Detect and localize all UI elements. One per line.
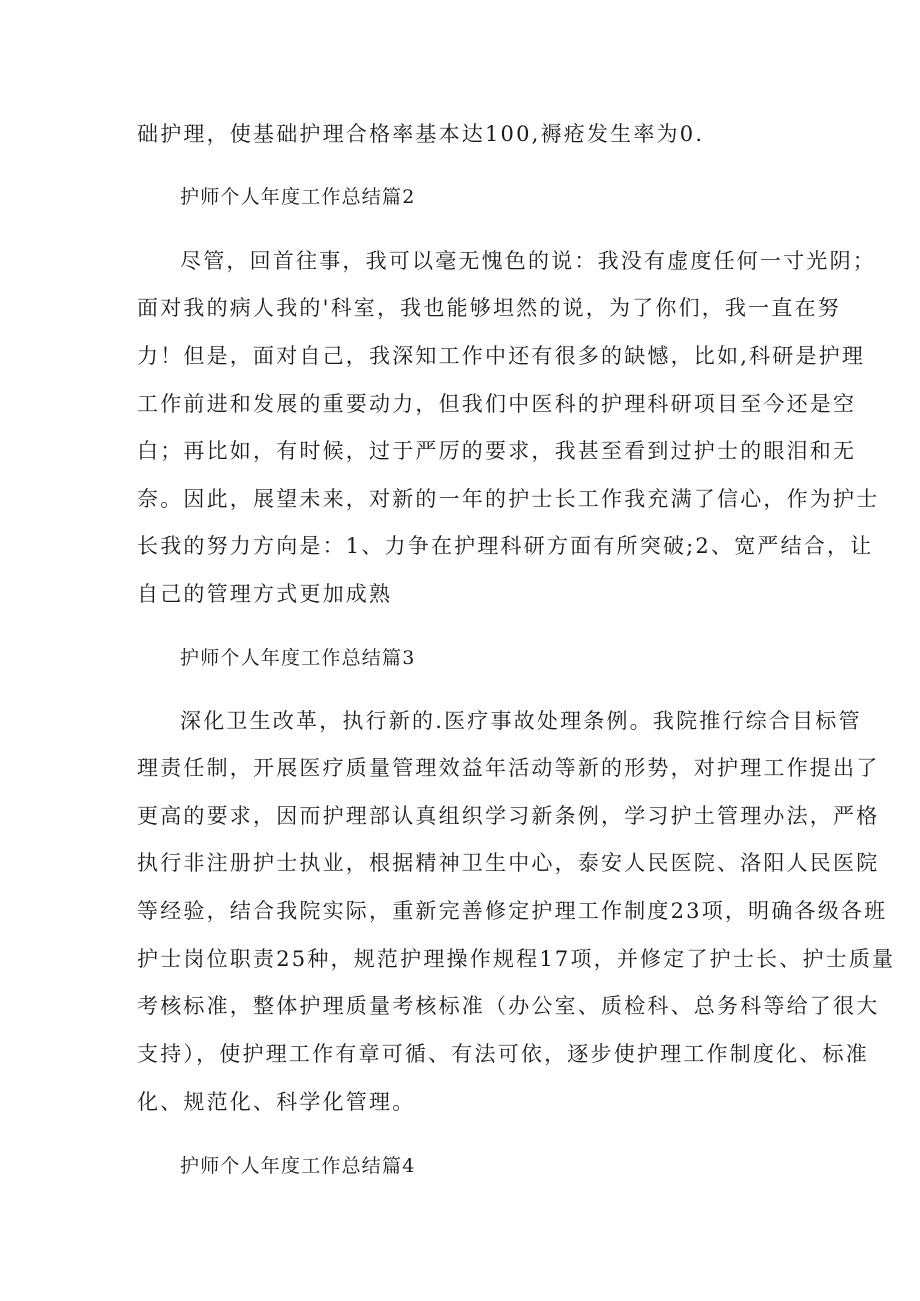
section-2-line: 力！但是，面对自己，我深知工作中还有很多的缺憾，比如,科研是护理 bbox=[137, 344, 866, 368]
section-2-line: 白；再比如，有时候，过于严厉的要求，我甚至看到过护士的眼泪和无 bbox=[137, 439, 857, 463]
section-2-line: 长我的努力方向是：1、力争在护理科研方面有所突破;2、宽严结合，让 bbox=[137, 534, 874, 558]
section-3-line: 护士岗位职责25种，规范护理操作规程17项，并修定了护士长、护士质量 bbox=[137, 947, 896, 971]
section-3-line: 考核标准，整体护理质量考核标准（办公室、质检科、总务科等给了很大 bbox=[137, 994, 880, 1018]
section-2-line: 奈。因此，展望未来，对新的一年的护士长工作我充满了信心，作为护士 bbox=[137, 487, 880, 511]
section-2-line: 自己的管理方式更加成熟 bbox=[137, 582, 393, 606]
section-heading-2: 护师个人年度工作总结篇2 bbox=[180, 186, 416, 208]
section-3-line: 化、规范化、科学化管理。 bbox=[137, 1090, 416, 1114]
section-3-line: 执行非注册护士执业，根据精神卫生中心，泰安人民医院、洛阳人民医院 bbox=[137, 851, 880, 875]
section-2-line: 工作前进和发展的重要动力，但我们中医科的护理科研项目至今还是空 bbox=[137, 392, 857, 416]
section-heading-4: 护师个人年度工作总结篇4 bbox=[180, 1155, 416, 1177]
section-3-line: 等经验，结合我院实际，重新完善修定护理工作制度23项，明确各级各班 bbox=[137, 899, 888, 923]
intro-line: 础护理，使基础护理合格率基本达100,褥疮发生率为0. bbox=[137, 122, 705, 146]
section-3-line: 支持），使护理工作有章可循、有法可依，逐步使护理工作制度化、标准 bbox=[137, 1042, 869, 1066]
section-3-line: 理责任制，开展医疗质量管理效益年活动等新的形势，对护理工作提出了 bbox=[137, 756, 880, 780]
section-2-line: 面对我的病人我的'科室，我也能够坦然的说，为了你们，我一直在努 bbox=[137, 296, 841, 320]
section-3-line: 更高的要求，因而护理部认真组织学习新条例，学习护土管理办法，严格 bbox=[137, 804, 880, 828]
section-2-line: 尽管，回首往事，我可以毫无愧色的说：我没有虚度任何一寸光阴； bbox=[180, 249, 876, 273]
section-3-line: 深化卫生改革，执行新的.医疗事故处理条例。我院推行综合目标管 bbox=[180, 709, 862, 733]
section-heading-3: 护师个人年度工作总结篇3 bbox=[180, 647, 416, 669]
